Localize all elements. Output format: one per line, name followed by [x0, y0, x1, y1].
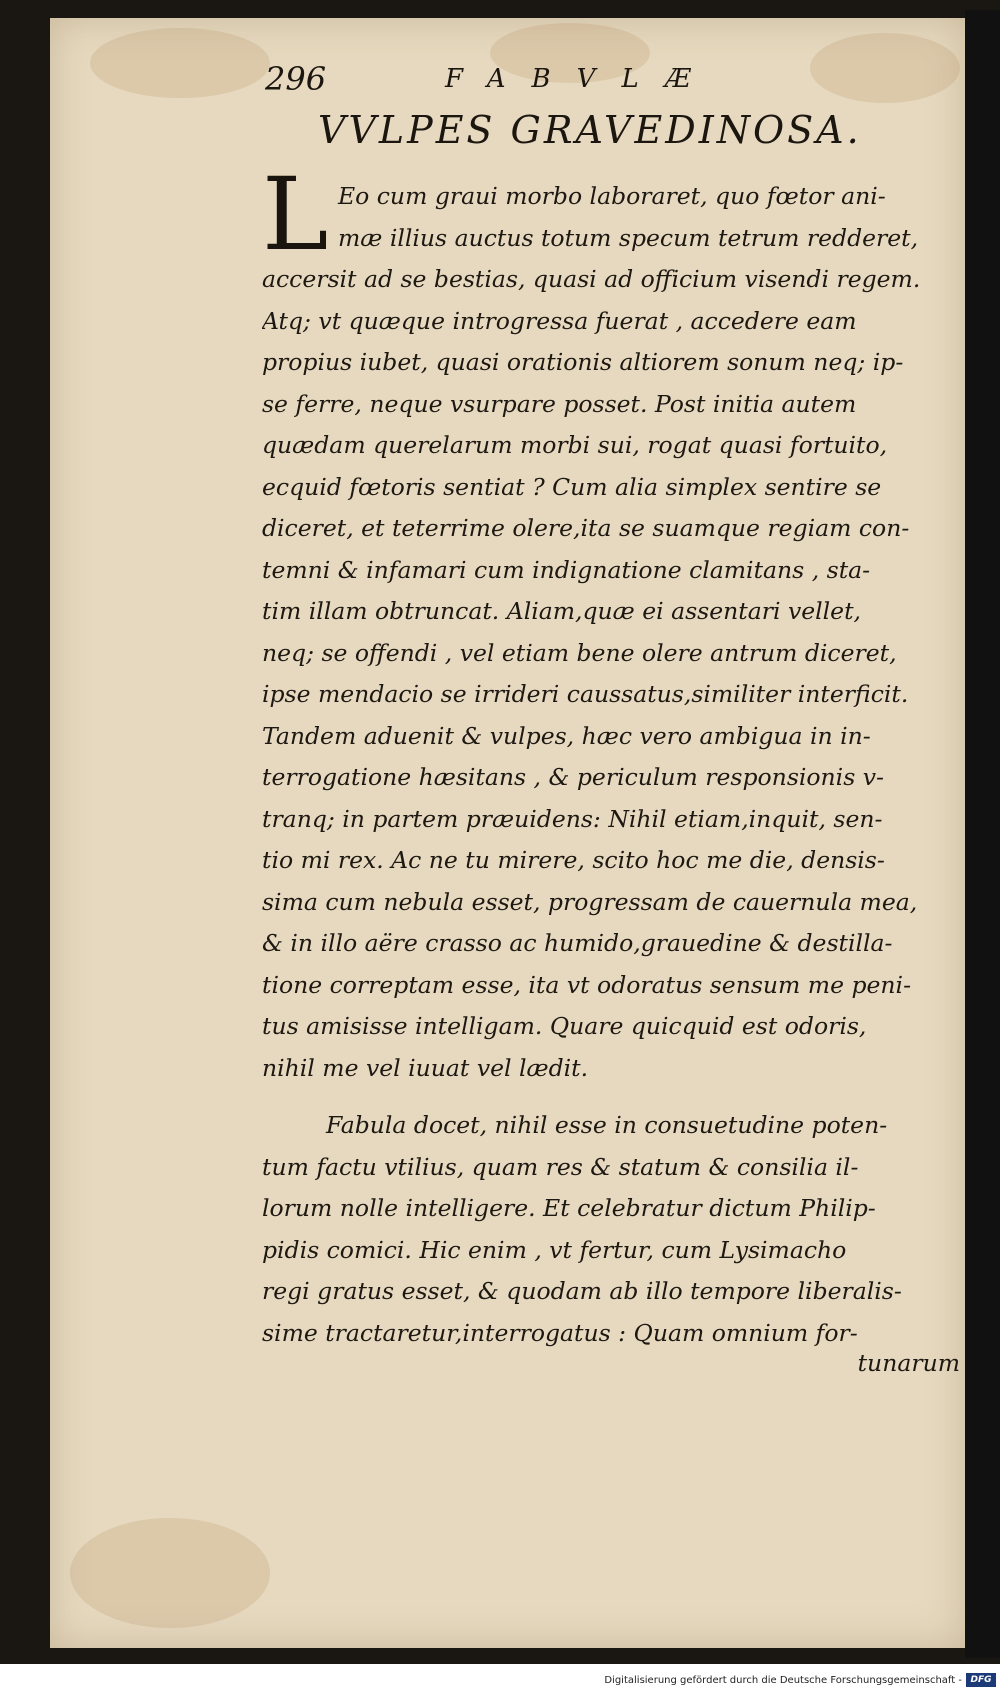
text-line: temni & infamari cum indignatione clamitans , sta-: [262, 555, 871, 584]
text-line: sime tractaretur,interrogatus : Quam omnium for-: [262, 1318, 858, 1347]
page-stain: [70, 1518, 270, 1628]
text-line: se ferre, neque vsurpare posset. Post initia autem: [262, 389, 857, 418]
page-stain: [90, 28, 270, 98]
text-line: quædam querelarum morbi sui, rogat quasi fortuito,: [262, 431, 888, 459]
text-line: & in illo aëre crasso ac humido,grauedine & destilla-: [262, 929, 893, 957]
text-line: nihil me vel iuuat vel lædit.: [262, 1053, 589, 1082]
catchword: tunarum: [857, 1349, 960, 1377]
text-line: tione correptam esse, ita vt odoratus sensum me peni-: [262, 970, 912, 999]
text-line: pidis comici. Hic enim , vt fertur, cum Lysimacho: [262, 1235, 847, 1264]
text-line: mæ illius auctus totum specum tetrum redderet,: [338, 223, 919, 252]
text-line: accersit ad se bestias, quasi ad officium visendi regem.: [262, 265, 921, 293]
funding-credit: Digitalisierung gefördert durch die Deutsche Forschungsgemeinschaft -: [604, 1675, 962, 1686]
text-line: tio mi rex. Ac ne tu mirere, scito hoc me die, densis-: [262, 846, 885, 874]
fable-title: VVLPES GRAVEDINOSA.: [318, 108, 862, 152]
digitization-footer: [0, 1664, 1000, 1697]
fable-body: [262, 176, 967, 1089]
text-line: neq; se offendi , vel etiam bene olere antrum diceret,: [262, 638, 897, 667]
moral-paragraph: [262, 1105, 967, 1354]
text-line: Tandem aduenit & vulpes, hæc vero ambigua in in-: [262, 721, 871, 750]
text-line: Fabula docet, nihil esse in consuetudine poten-: [326, 1111, 888, 1139]
text-line: ecquid fœtoris sentiat ? Cum alia simplex sentire se: [262, 472, 882, 501]
text-line: tranq; in partem præuidens: Nihil etiam,inquit, sen-: [262, 804, 883, 833]
running-head: [265, 58, 955, 108]
text-line: regi gratus esset, & quodam ab illo tempore liberalis-: [262, 1277, 902, 1305]
text-line: tum factu vtilius, quam res & statum & consilia il-: [262, 1152, 859, 1181]
text-line: tim illam obtruncat. Aliam,quæ ei assentari vellet,: [262, 597, 861, 625]
text-line: ipse mendacio se irrideri caussatus,similiter interficit.: [262, 680, 909, 708]
text-line: terrogatione hæsitans , & periculum responsionis v-: [262, 763, 884, 791]
running-title: FABVLÆ: [445, 64, 717, 94]
text-line: propius iubet, quasi orationis altiorem sonum neq; ip-: [262, 348, 904, 376]
page-number: 296: [265, 60, 327, 98]
text-line: lorum nolle intelligere. Et celebratur dictum Philip-: [262, 1194, 876, 1222]
text-line: tus amisisse intelligam. Quare quicquid est odoris,: [262, 1012, 867, 1040]
drop-cap-initial: L: [262, 156, 329, 273]
dfg-logo-icon: DFG: [966, 1673, 996, 1687]
text-line: Atq; vt quæque introgressa fuerat , accedere eam: [262, 306, 857, 335]
text-line: diceret, et teterrime olere,ita se suamque regiam con-: [262, 514, 910, 542]
page-edge-shadow: [965, 10, 1000, 1658]
text-line: Eo cum graui morbo laboraret, quo fœtor ani-: [338, 182, 886, 210]
text-line: sima cum nebula esset, progressam de cauernula mea,: [262, 887, 918, 916]
